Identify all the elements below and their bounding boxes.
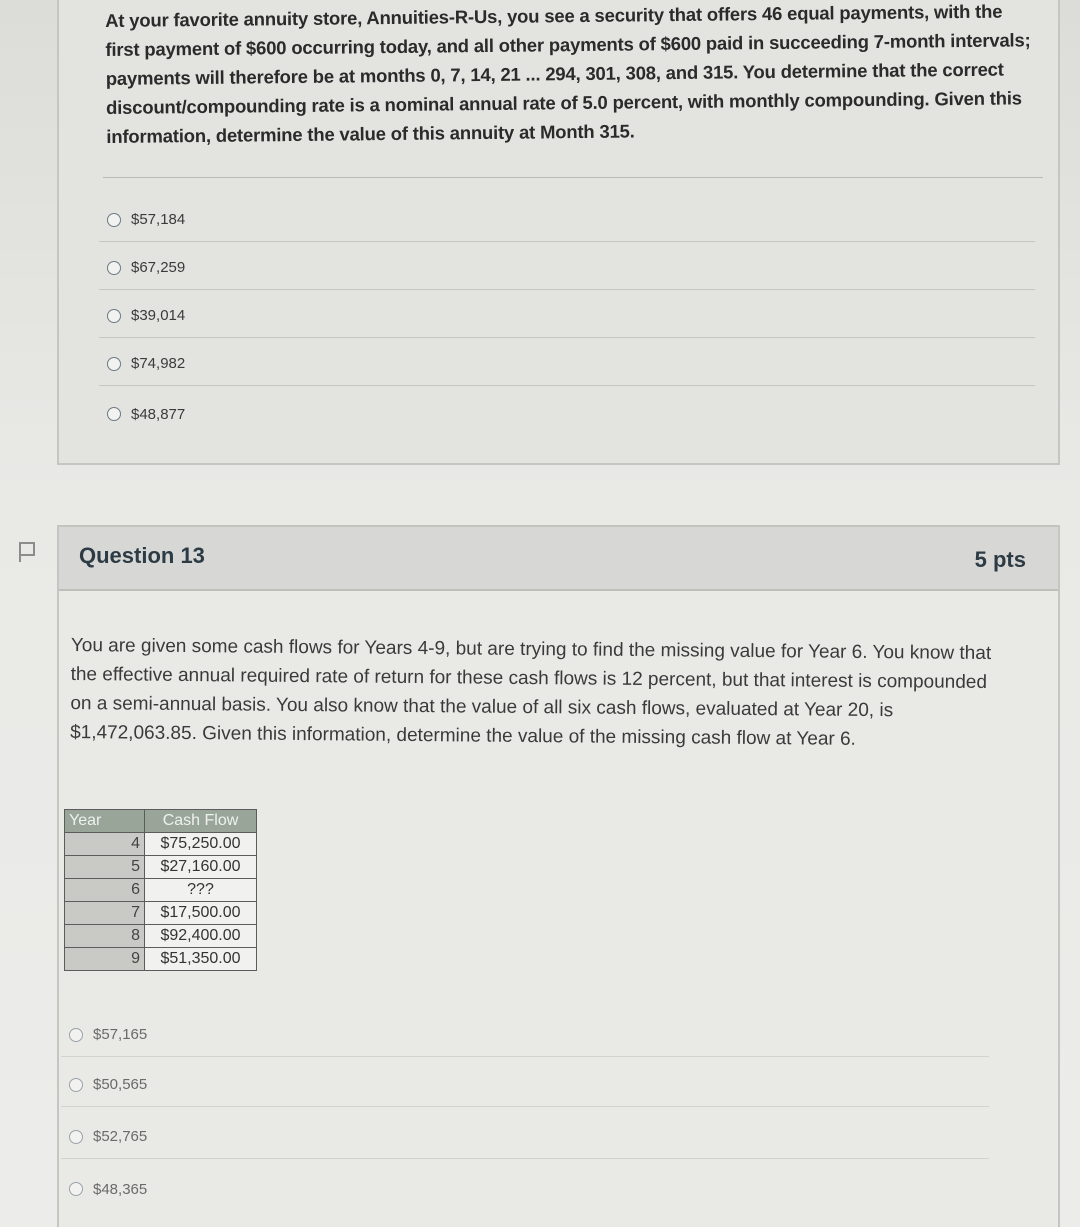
radio-button-icon[interactable] bbox=[69, 1182, 83, 1196]
radio-button-icon[interactable] bbox=[107, 407, 121, 421]
q13-answer-option-1[interactable] bbox=[61, 1013, 989, 1057]
cash-flow-cell: $27,160.00 bbox=[145, 856, 257, 879]
year-cell: 7 bbox=[65, 902, 145, 925]
table-row bbox=[65, 902, 257, 925]
cash-flow-cell: $92,400.00 bbox=[145, 925, 257, 948]
radio-button-icon[interactable] bbox=[107, 357, 121, 371]
answer-label: $57,165 bbox=[93, 1026, 148, 1043]
radio-button-icon[interactable] bbox=[69, 1028, 83, 1042]
question-13-card bbox=[57, 525, 1060, 1227]
table-row bbox=[65, 879, 257, 902]
answer-label: $48,877 bbox=[131, 405, 186, 423]
q12-answer-option-3[interactable] bbox=[99, 294, 1035, 338]
q13-answer-option-4[interactable] bbox=[61, 1167, 989, 1211]
radio-button-icon[interactable] bbox=[69, 1078, 83, 1092]
question-title: Question 13 bbox=[79, 543, 205, 568]
question-13-text: You are given some cash flows for Years 4-9, but are trying to find the missing value for Year 6. You know that the effective annual required rate of return for these cash flows is 12 percent, but that interest is compounded on a semi-annual basis. You also know that the value of all six cash flows, evaluated at Year 20, is $1,472,063.85. Given this information, determine the value of the missing cash flow at Year 6. bbox=[70, 634, 992, 750]
radio-button-icon[interactable] bbox=[69, 1130, 83, 1144]
q13-answer-option-3[interactable] bbox=[61, 1115, 989, 1159]
column-header-year: Year bbox=[65, 810, 145, 833]
cash-flow-cell: $75,250.00 bbox=[145, 833, 257, 856]
year-cell: 9 bbox=[65, 948, 145, 971]
flag-outline-icon[interactable] bbox=[16, 540, 40, 564]
answer-label: $48,365 bbox=[93, 1180, 148, 1198]
answer-label: $74,982 bbox=[131, 355, 186, 372]
question-12-text: At your favorite annuity store, Annuities-R-Us, you see a security that offers 46 equal payments, with the first payment of $600 occurring today, and all other payments of $600 paid in succeeding 7-month intervals; payments will therefore be at months 0, 7, 14, 21 ... 294, 301, 308, and 315. You determine that the correct discount/compounding rate is a nominal annual rate of 5.0 percent, with monthly compounding. Given this information, determine the value of this annuity at Month 315. bbox=[105, 0, 1031, 147]
q12-answer-option-1[interactable] bbox=[99, 198, 1035, 242]
question-12-card bbox=[57, 0, 1060, 465]
q12-answer-option-4[interactable] bbox=[99, 342, 1035, 386]
year-cell: 8 bbox=[65, 925, 145, 948]
answer-label: $39,014 bbox=[131, 307, 186, 324]
table-row bbox=[65, 925, 257, 948]
table-row bbox=[65, 833, 257, 856]
radio-button-icon[interactable] bbox=[107, 261, 121, 275]
q12-answer-option-2[interactable] bbox=[99, 246, 1035, 290]
radio-button-icon[interactable] bbox=[107, 213, 121, 227]
column-header-cash-flow: Cash Flow bbox=[145, 810, 257, 833]
answer-label: $57,184 bbox=[131, 211, 186, 228]
year-cell: 4 bbox=[65, 833, 145, 856]
q12-answer-option-5[interactable] bbox=[99, 392, 1035, 436]
q13-answer-option-2[interactable] bbox=[61, 1063, 989, 1107]
radio-button-icon[interactable] bbox=[107, 309, 121, 323]
cash-flow-table bbox=[64, 809, 257, 971]
cash-flow-cell: ??? bbox=[145, 879, 257, 902]
cash-flow-cell: $17,500.00 bbox=[145, 902, 257, 925]
year-cell: 6 bbox=[65, 879, 145, 902]
cash-flow-cell: $51,350.00 bbox=[145, 948, 257, 971]
year-cell: 5 bbox=[65, 856, 145, 879]
answer-label: $50,565 bbox=[93, 1076, 148, 1093]
question-12-divider bbox=[103, 177, 1043, 178]
table-row bbox=[65, 856, 257, 879]
answer-label: $67,259 bbox=[131, 259, 186, 276]
table-header-row bbox=[65, 810, 257, 833]
question-13-header bbox=[59, 525, 1058, 591]
table-row bbox=[65, 948, 257, 971]
question-points: 5 pts bbox=[974, 547, 1026, 572]
answer-label: $52,765 bbox=[93, 1128, 148, 1145]
